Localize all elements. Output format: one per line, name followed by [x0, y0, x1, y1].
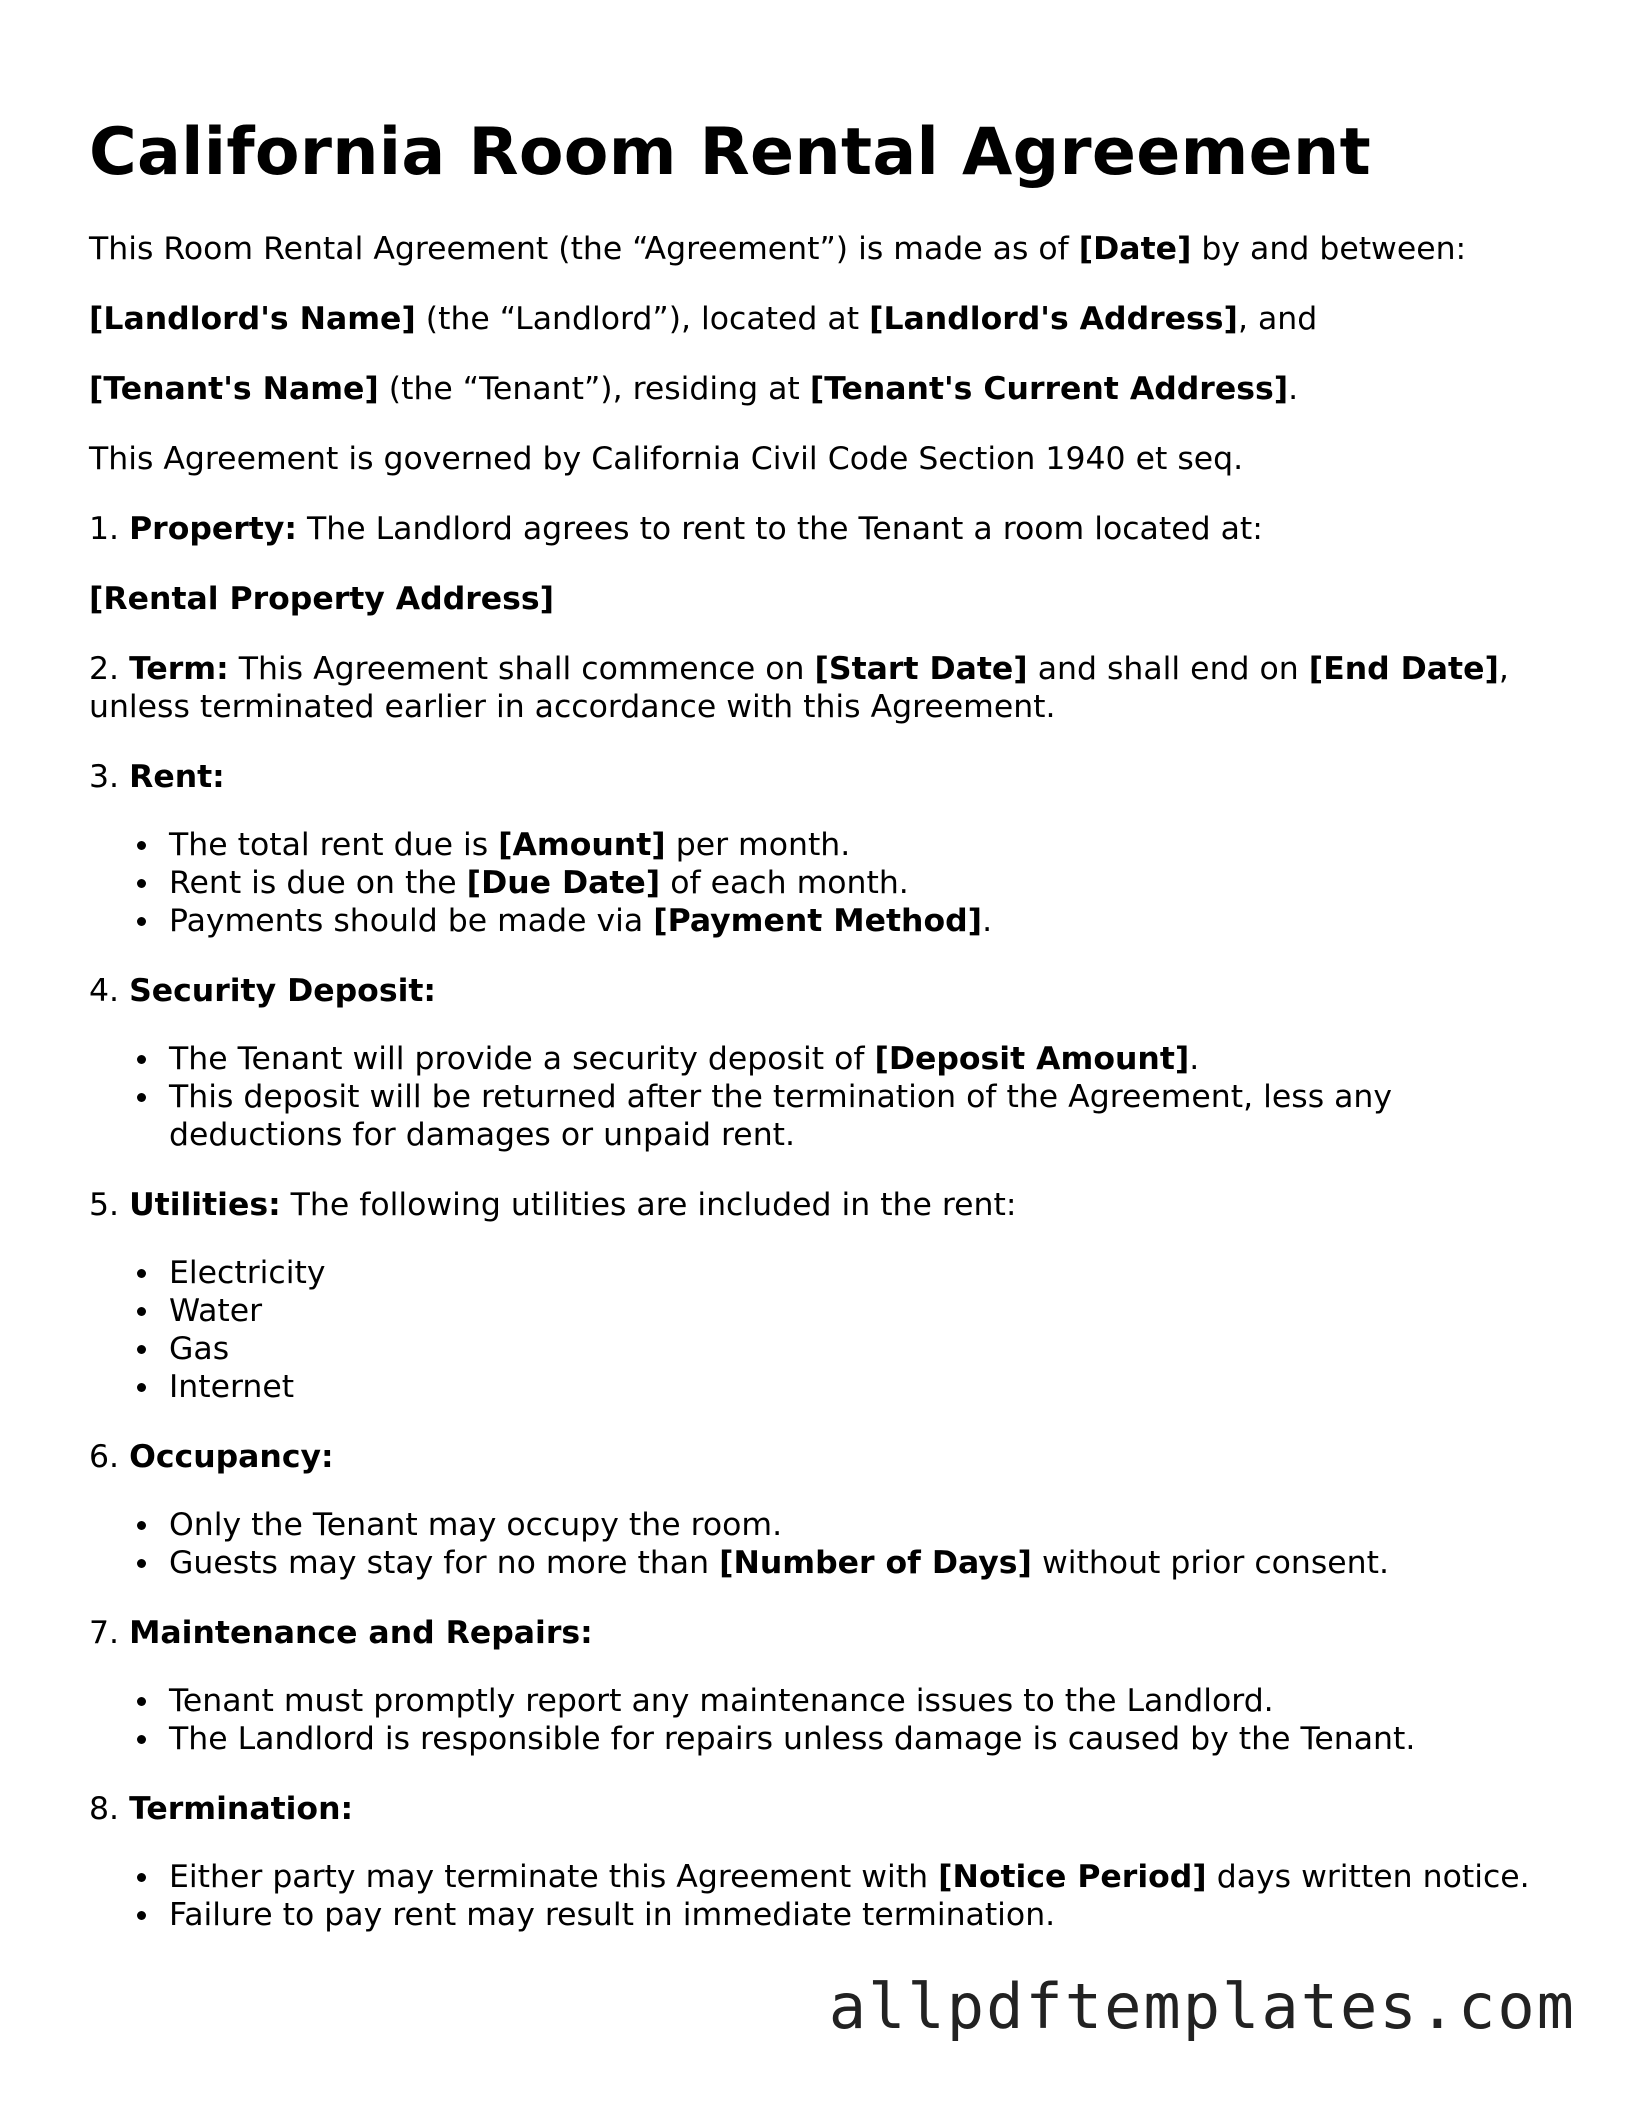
section-text: This Agreement shall commence on — [228, 651, 815, 687]
list-text: days written notice. — [1206, 1859, 1530, 1895]
tenant-name-placeholder: [Tenant's Name] — [89, 371, 379, 407]
list-item — [169, 1858, 1549, 1896]
start-date-placeholder: [Start Date] — [814, 651, 1028, 687]
list-text: The total rent due is — [169, 827, 499, 863]
list-item — [169, 1040, 1549, 1078]
section-text: and shall end on — [1027, 651, 1309, 687]
section-heading: Rent: — [129, 759, 225, 795]
tenant-address-placeholder: [Tenant's Current Address] — [809, 371, 1289, 407]
section-text: The Landlord agrees to rent to the Tenant a room located at: — [296, 511, 1263, 547]
number-of-days-placeholder: [Number of Days] — [719, 1545, 1032, 1581]
section-number: 6. — [89, 1439, 130, 1475]
intro-text: This Room Rental Agreement (the “Agreement”) is made as of — [89, 231, 1079, 267]
section-occupancy — [89, 1438, 1549, 1476]
date-placeholder: [Date] — [1078, 231, 1192, 267]
list-item: Tenant must promptly report any maintenance issues to the Landlord. — [169, 1682, 1549, 1720]
rental-property-address — [89, 580, 1549, 618]
due-date-placeholder: [Due Date] — [466, 865, 661, 901]
deposit-amount-placeholder: [Deposit Amount] — [874, 1041, 1190, 1077]
list-item: Internet — [169, 1368, 1549, 1406]
section-number: 1. — [89, 511, 130, 547]
list-text: Payments should be made via — [169, 903, 654, 939]
list-text: of each month. — [660, 865, 909, 901]
section-heading: Termination: — [129, 1791, 354, 1827]
list-item: Electricity — [169, 1254, 1549, 1292]
section-number: 2. — [89, 651, 130, 687]
section-heading: Maintenance and Repairs: — [129, 1615, 593, 1651]
section-heading: Occupancy: — [129, 1439, 334, 1475]
landlord-text-end: , and — [1237, 301, 1318, 337]
section-heading: Security Deposit: — [129, 973, 437, 1009]
document-title: California Room Rental Agreement — [89, 115, 1371, 190]
rent-list — [89, 826, 1549, 940]
section-text: , unless terminated earlier in accordance with this Agreement. — [89, 651, 1509, 725]
section-maintenance — [89, 1614, 1549, 1652]
section-number: 4. — [89, 973, 130, 1009]
section-utilities — [89, 1186, 1549, 1224]
section-text: The following utilities are included in the rent: — [280, 1187, 1017, 1223]
occupancy-list — [89, 1506, 1549, 1582]
payment-method-placeholder: [Payment Method] — [653, 903, 983, 939]
utilities-list — [89, 1254, 1549, 1406]
rental-address-placeholder: [Rental Property Address] — [89, 581, 555, 617]
landlord-paragraph — [89, 300, 1549, 338]
section-security-deposit — [89, 972, 1549, 1010]
section-heading: Utilities: — [129, 1187, 281, 1223]
list-text: without prior consent. — [1031, 1545, 1390, 1581]
list-item — [169, 826, 1549, 864]
list-text: Guests may stay for no more than — [169, 1545, 720, 1581]
list-item: Only the Tenant may occupy the room. — [169, 1506, 1549, 1544]
list-text: per month. — [665, 827, 851, 863]
landlord-name-placeholder: [Landlord's Name] — [89, 301, 416, 337]
landlord-text: (the “Landlord”), located at — [415, 301, 870, 337]
intro-text-end: by and between: — [1191, 231, 1467, 267]
tenant-text-end: . — [1288, 371, 1299, 407]
section-number: 8. — [89, 1791, 130, 1827]
section-rent — [89, 758, 1549, 796]
deposit-list — [89, 1040, 1549, 1154]
list-item: Water — [169, 1292, 1549, 1330]
intro-paragraph — [89, 230, 1549, 268]
section-number: 3. — [89, 759, 130, 795]
list-text: The Tenant will provide a security deposit of — [169, 1041, 875, 1077]
termination-list — [89, 1858, 1549, 1934]
end-date-placeholder: [End Date] — [1308, 651, 1499, 687]
list-item: Gas — [169, 1330, 1549, 1368]
section-heading: Property: — [129, 511, 297, 547]
list-item: Failure to pay rent may result in immediate termination. — [169, 1896, 1549, 1934]
document-page — [89, 110, 1549, 1966]
section-termination — [89, 1790, 1549, 1828]
section-number: 7. — [89, 1615, 130, 1651]
section-number: 5. — [89, 1187, 130, 1223]
list-item — [169, 902, 1549, 940]
list-text: Rent is due on the — [169, 865, 467, 901]
list-text: . — [1189, 1041, 1200, 1077]
section-term — [89, 650, 1549, 726]
section-heading: Term: — [129, 651, 229, 687]
list-text: Either party may terminate this Agreement with — [169, 1859, 939, 1895]
list-item: This deposit will be returned after the termination of the Agreement, less any deductions for damages or unpaid rent. — [169, 1078, 1549, 1154]
section-property — [89, 510, 1549, 548]
footer-watermark: allpdftemplates.com — [828, 1970, 1576, 2043]
landlord-address-placeholder: [Landlord's Address] — [869, 301, 1238, 337]
list-text: . — [982, 903, 993, 939]
tenant-paragraph — [89, 370, 1549, 408]
list-item — [169, 1544, 1549, 1582]
notice-period-placeholder: [Notice Period] — [938, 1859, 1207, 1895]
amount-placeholder: [Amount] — [498, 827, 666, 863]
tenant-text: (the “Tenant”), residing at — [378, 371, 810, 407]
list-item: The Landlord is responsible for repairs unless damage is caused by the Tenant. — [169, 1720, 1549, 1758]
maintenance-list — [89, 1682, 1549, 1758]
governing-law-paragraph: This Agreement is governed by California Civil Code Section 1940 et seq. — [89, 441, 1244, 477]
list-item — [169, 864, 1549, 902]
